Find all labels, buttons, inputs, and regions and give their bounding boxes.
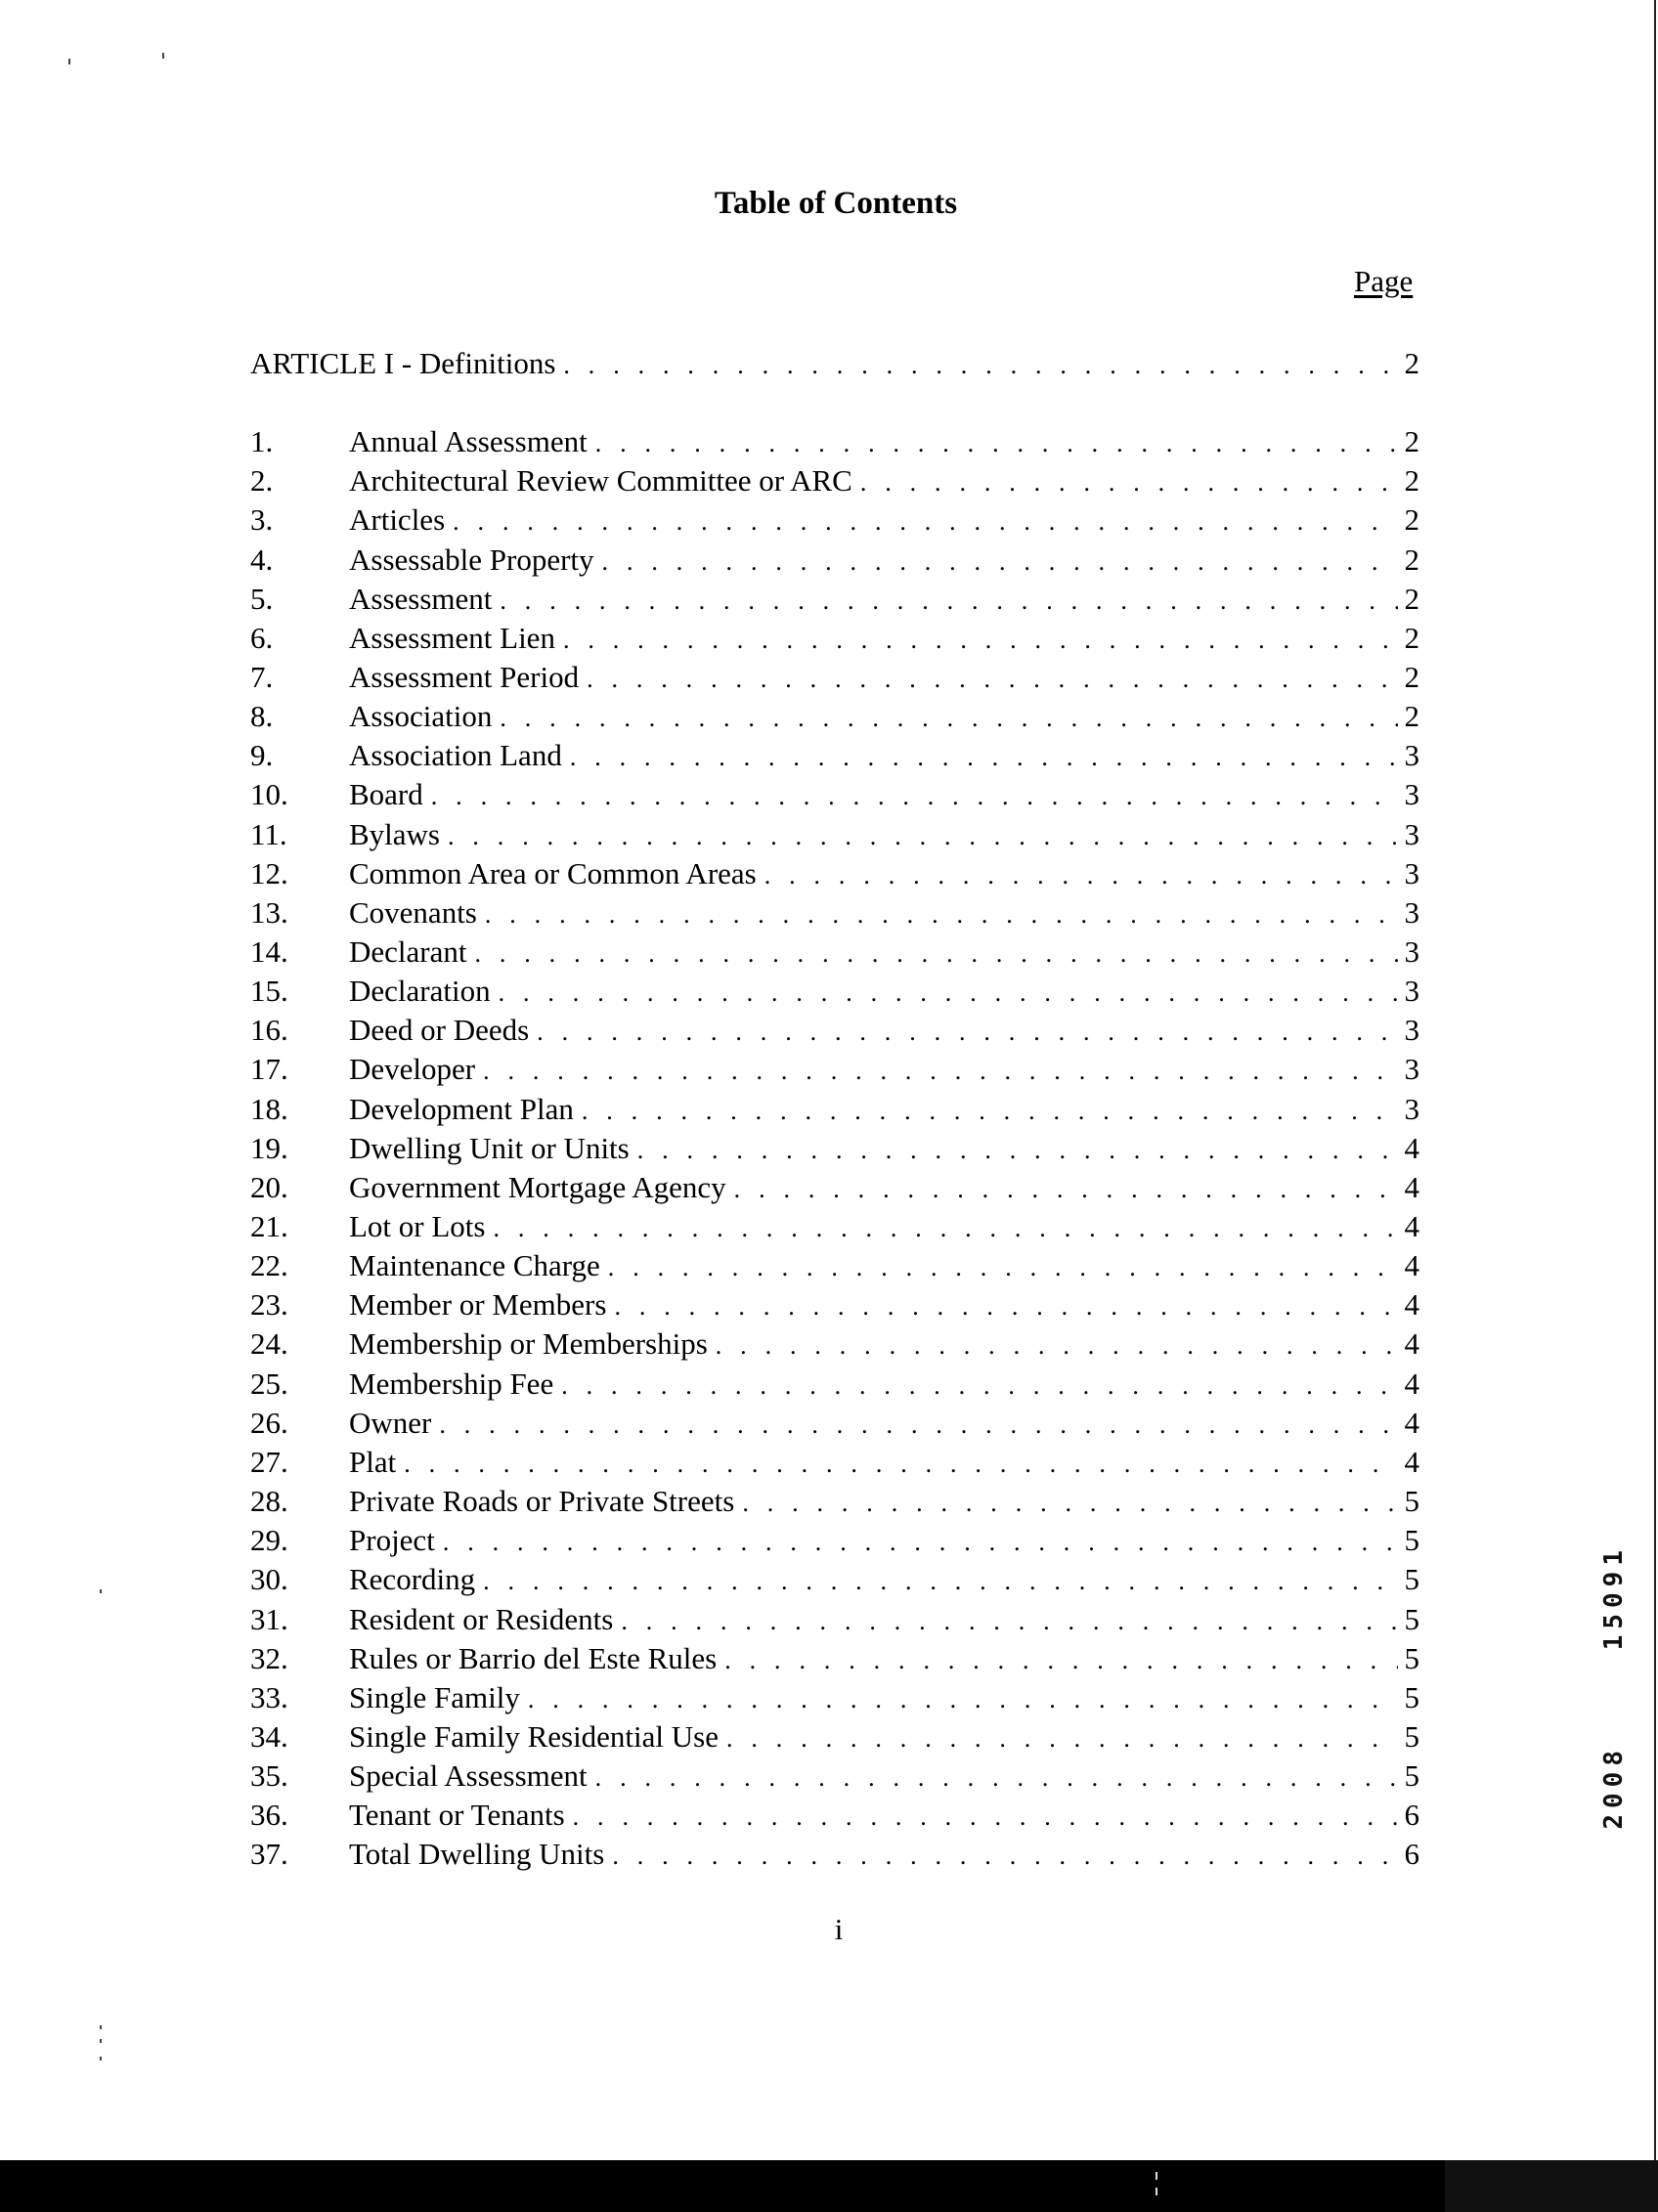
toc-entry-label: Assessment: [349, 581, 493, 616]
toc-entry-row[interactable]: [250, 775, 1419, 814]
toc-entry-page: 3: [1404, 974, 1419, 1009]
toc-entry-page: 5: [1404, 1562, 1419, 1597]
toc-entry-page: 5: [1404, 1640, 1419, 1675]
toc-entry-label: Development Plan: [349, 1091, 574, 1126]
dot-leader: [614, 1287, 1398, 1326]
toc-entry-page: 4: [1404, 1169, 1419, 1204]
toc-entry-label: Total Dwelling Units: [349, 1837, 605, 1872]
dot-leader: [612, 1837, 1398, 1876]
toc-entry-page: 2: [1404, 581, 1419, 616]
toc-entry-number: 34.: [250, 1719, 288, 1754]
toc-entry-row[interactable]: [250, 736, 1419, 775]
dot-leader: [404, 1445, 1398, 1484]
toc-entry-label: Plat: [349, 1444, 397, 1479]
stamp-lower: 2008: [1599, 1745, 1629, 1830]
toc-entry-label: Annual Assessment: [349, 424, 588, 458]
toc-entry-row[interactable]: [250, 1835, 1419, 1874]
toc-entry-row[interactable]: [250, 1129, 1419, 1168]
scan-speck: [100, 1589, 102, 1593]
toc-entry-number: 16.: [250, 1013, 288, 1048]
toc-entry-label: Declarant: [349, 933, 467, 969]
toc-entry-label: Common Area or Common Areas: [349, 855, 757, 890]
toc-entry-number: 15.: [250, 974, 288, 1009]
toc-entry-row[interactable]: [250, 1443, 1419, 1482]
toc-entry-page: 3: [1404, 855, 1419, 890]
toc-entry-number: 4.: [250, 542, 274, 577]
dot-leader: [582, 1092, 1398, 1131]
toc-entry-row[interactable]: [250, 461, 1419, 500]
toc-entry-row[interactable]: [250, 1560, 1419, 1599]
toc-entry-page: 4: [1404, 1248, 1419, 1283]
dot-leader: [499, 974, 1398, 1013]
dot-leader: [570, 738, 1398, 777]
dot-leader: [734, 1170, 1398, 1209]
toc-entry-row[interactable]: [250, 422, 1419, 461]
dot-leader: [443, 1523, 1398, 1562]
toc-entry-page: 3: [1404, 1013, 1419, 1048]
toc-entry-row[interactable]: [250, 1365, 1419, 1404]
toc-entry-label: Declaration: [349, 974, 491, 1009]
toc-entry-page: 3: [1404, 738, 1419, 773]
toc-entry-number: 14.: [250, 933, 288, 969]
toc-entry-number: 19.: [250, 1130, 288, 1165]
toc-entry-row[interactable]: [250, 697, 1419, 736]
toc-entry-label: Government Mortgage Agency: [349, 1169, 726, 1204]
toc-entry-row[interactable]: [250, 1600, 1419, 1639]
dot-leader: [528, 1680, 1398, 1719]
toc-entry-label: Maintenance Charge: [349, 1248, 600, 1283]
dot-leader: [621, 1602, 1398, 1641]
dot-leader: [483, 1562, 1398, 1601]
toc-entry-label: Member or Members: [349, 1287, 607, 1323]
toc-entry-number: 17.: [250, 1052, 288, 1087]
toc-entry-number: 5.: [250, 581, 274, 616]
dot-leader: [537, 1013, 1398, 1052]
toc-entry-row[interactable]: [250, 1796, 1419, 1835]
toc-entry-row[interactable]: [250, 1757, 1419, 1796]
scan-band-tick: [1156, 2172, 1157, 2180]
toc-entry-page: 2: [1404, 463, 1419, 499]
toc-entry-label: Articles: [349, 502, 446, 538]
toc-entry-row[interactable]: [250, 541, 1419, 580]
toc-entry-number: 20.: [250, 1169, 288, 1204]
scan-speck: [100, 2039, 102, 2043]
toc-entry-row[interactable]: [250, 500, 1419, 540]
toc-entry-label: Single Family: [349, 1679, 520, 1714]
toc-entry-number: 27.: [250, 1444, 288, 1479]
toc-entry-page: 4: [1404, 1287, 1419, 1323]
dot-leader: [474, 934, 1398, 974]
scan-band-shade: [1445, 2160, 1658, 2212]
dot-leader: [860, 463, 1398, 502]
toc-entry-number: 22.: [250, 1248, 288, 1283]
toc-entry-page: 2: [1404, 659, 1419, 694]
toc-entry-page: 3: [1404, 816, 1419, 851]
dot-leader: [608, 1248, 1398, 1287]
toc-entry-page: 4: [1404, 1130, 1419, 1165]
toc-entry-row[interactable]: [250, 619, 1419, 658]
toc-entry-row[interactable]: [250, 1011, 1419, 1050]
dot-leader: [563, 346, 1398, 385]
toc-entry-page: 3: [1404, 1052, 1419, 1087]
toc-entry-number: 10.: [250, 777, 288, 812]
toc-entry-row[interactable]: [250, 1521, 1419, 1560]
toc-entry-number: 6.: [250, 620, 274, 655]
dot-leader: [726, 1719, 1398, 1758]
toc-entry-number: 32.: [250, 1640, 288, 1675]
toc-entry-label: Developer: [349, 1052, 476, 1087]
toc-entry-number: 23.: [250, 1287, 288, 1323]
toc-entry-number: 29.: [250, 1523, 288, 1558]
toc-entry-row[interactable]: [250, 658, 1419, 697]
dot-leader: [595, 424, 1398, 463]
toc-entry-label: Tenant or Tenants: [349, 1798, 565, 1833]
dot-leader: [716, 1326, 1398, 1366]
toc-entry-row[interactable]: [250, 1678, 1419, 1717]
toc-entry-label: Board: [349, 777, 423, 812]
toc-entry-row[interactable]: [250, 1482, 1419, 1521]
dot-leader: [563, 621, 1398, 660]
dot-leader: [448, 817, 1398, 856]
toc-entry-page: 3: [1404, 933, 1419, 969]
toc-entry-row[interactable]: [250, 1168, 1419, 1207]
toc-entry-page: 4: [1404, 1209, 1419, 1243]
toc-entry-row[interactable]: [250, 893, 1419, 933]
toc-entry-page: 5: [1404, 1484, 1419, 1518]
toc-entry-label: Owner: [349, 1405, 432, 1440]
toc-entry-label: Single Family Residential Use: [349, 1719, 719, 1754]
toc-article-row[interactable]: [250, 344, 1419, 383]
toc-entry-row[interactable]: [250, 1324, 1419, 1364]
toc-entry-number: 37.: [250, 1837, 288, 1872]
dot-leader: [742, 1484, 1398, 1523]
toc-entry-row[interactable]: [250, 1246, 1419, 1285]
toc-entry-page: 3: [1404, 777, 1419, 812]
toc-entry-page: 6: [1404, 1837, 1419, 1872]
stamp-upper: 15091: [1599, 1544, 1629, 1651]
toc-entry-row[interactable]: [250, 1050, 1419, 1089]
scan-bottom-band: [0, 2160, 1658, 2212]
toc-article-label: ARTICLE I - Definitions: [250, 346, 556, 380]
toc-entry-number: 35.: [250, 1758, 288, 1794]
page-column-heading: Page: [1354, 264, 1414, 298]
toc-entry-page: 5: [1404, 1679, 1419, 1714]
toc-entry-label: Association: [349, 699, 493, 733]
toc-entry-page: 4: [1404, 1444, 1419, 1479]
toc-entry-label: Dwelling Unit or Units: [349, 1130, 630, 1165]
toc-entry-number: 21.: [250, 1209, 288, 1243]
dot-leader: [453, 502, 1398, 542]
toc-entry-page: 2: [1404, 424, 1419, 458]
toc-entry-row[interactable]: [250, 972, 1419, 1011]
toc-entry-label: Special Assessment: [349, 1758, 588, 1794]
toc-entry-number: 2.: [250, 463, 274, 499]
dot-leader: [485, 895, 1398, 934]
toc-entry-number: 12.: [250, 855, 288, 890]
toc-entry-page: 2: [1404, 699, 1419, 733]
toc-entry-page: 6: [1404, 1798, 1419, 1833]
toc-entry-number: 7.: [250, 659, 274, 694]
toc-entry-label: Lot or Lots: [349, 1209, 486, 1243]
toc-entry-row[interactable]: [250, 815, 1419, 854]
dot-leader: [500, 582, 1398, 621]
toc-entry-page: 4: [1404, 1366, 1419, 1401]
toc-entry-label: Rules or Barrio del Este Rules: [349, 1640, 718, 1675]
page-number: i: [834, 1912, 844, 1946]
toc-entry-label: Recording: [349, 1562, 476, 1597]
dot-leader: [595, 1758, 1398, 1798]
toc-entry-number: 33.: [250, 1679, 288, 1714]
toc-entry-label: Project: [349, 1523, 435, 1558]
document-title: Table of Contents: [714, 186, 958, 221]
toc-entry-row[interactable]: [250, 1090, 1419, 1129]
dot-leader: [724, 1641, 1398, 1680]
scan-speck: [162, 53, 164, 59]
toc-entry-number: 30.: [250, 1562, 288, 1597]
dot-leader: [602, 542, 1398, 582]
toc-entry-label: Architectural Review Committee or ARC: [349, 463, 852, 499]
toc-entry-number: 13.: [250, 894, 288, 930]
toc-entry-label: Membership or Memberships: [349, 1326, 708, 1362]
toc-entry-page: 2: [1404, 542, 1419, 577]
toc-entry-number: 9.: [250, 738, 274, 773]
toc-entry-row[interactable]: [250, 1207, 1419, 1246]
toc-entry-number: 28.: [250, 1484, 288, 1518]
scan-band-tick: [1156, 2188, 1157, 2195]
toc-entry-number: 3.: [250, 502, 274, 538]
scan-right-edge: [1654, 0, 1656, 2160]
dot-leader: [439, 1406, 1398, 1445]
toc-entry-page: 3: [1404, 1091, 1419, 1126]
toc-entry-page: 5: [1404, 1758, 1419, 1794]
toc-entry-page: 5: [1404, 1601, 1419, 1636]
toc-entry-row[interactable]: [250, 580, 1419, 619]
dot-leader: [573, 1798, 1398, 1837]
dot-leader: [561, 1366, 1398, 1406]
toc-entry-label: Deed or Deeds: [349, 1013, 530, 1048]
toc-entry-number: 36.: [250, 1798, 288, 1833]
dot-leader: [637, 1131, 1398, 1170]
toc-entry-number: 11.: [250, 816, 287, 851]
margin-stamp: [1599, 1544, 1633, 1877]
toc-entry-page: 5: [1404, 1523, 1419, 1558]
dot-leader: [494, 1209, 1399, 1248]
toc-entry-row[interactable]: [250, 854, 1419, 893]
toc-entry-number: 25.: [250, 1366, 288, 1401]
toc-entry-page: 4: [1404, 1405, 1419, 1440]
toc-entry-number: 8.: [250, 699, 274, 733]
toc-entry-label: Resident or Residents: [349, 1601, 614, 1636]
dot-leader: [500, 699, 1398, 738]
toc-entry-row[interactable]: [250, 1717, 1419, 1757]
scan-speck: [68, 59, 70, 65]
toc-entry-label: Association Land: [349, 738, 562, 773]
toc-entry-number: 26.: [250, 1405, 288, 1440]
toc-entry-label: Assessable Property: [349, 542, 594, 577]
toc-entry-page: 5: [1404, 1719, 1419, 1754]
scan-speck: [100, 2057, 102, 2060]
toc-entry-label: Assessment Lien: [349, 620, 555, 655]
toc-entry-row[interactable]: [250, 1404, 1419, 1443]
toc-entry-label: Assessment Period: [349, 659, 580, 694]
toc-entry-number: 31.: [250, 1601, 288, 1636]
toc-entry-row[interactable]: [250, 1639, 1419, 1678]
scan-speck: [100, 2025, 102, 2029]
toc-entry-number: 18.: [250, 1091, 288, 1126]
toc-entry-page: 3: [1404, 894, 1419, 930]
toc-entry-page: 4: [1404, 1326, 1419, 1362]
toc-entry-label: Covenants: [349, 894, 477, 930]
toc-entry-row[interactable]: [250, 933, 1419, 972]
toc-article-page: 2: [1404, 346, 1419, 380]
dot-leader: [587, 660, 1398, 699]
toc-entry-number: 1.: [250, 424, 274, 458]
dot-leader: [431, 777, 1398, 816]
dot-leader: [764, 856, 1398, 895]
toc-entry-page: 2: [1404, 620, 1419, 655]
dot-leader: [483, 1052, 1398, 1091]
toc-entry-label: Membership Fee: [349, 1366, 554, 1401]
toc-entry-label: Bylaws: [349, 816, 440, 851]
toc-entry-number: 24.: [250, 1326, 288, 1362]
toc-entry-label: Private Roads or Private Streets: [349, 1484, 735, 1518]
toc-entry-row[interactable]: [250, 1285, 1419, 1324]
toc-entry-page: 2: [1404, 502, 1419, 538]
